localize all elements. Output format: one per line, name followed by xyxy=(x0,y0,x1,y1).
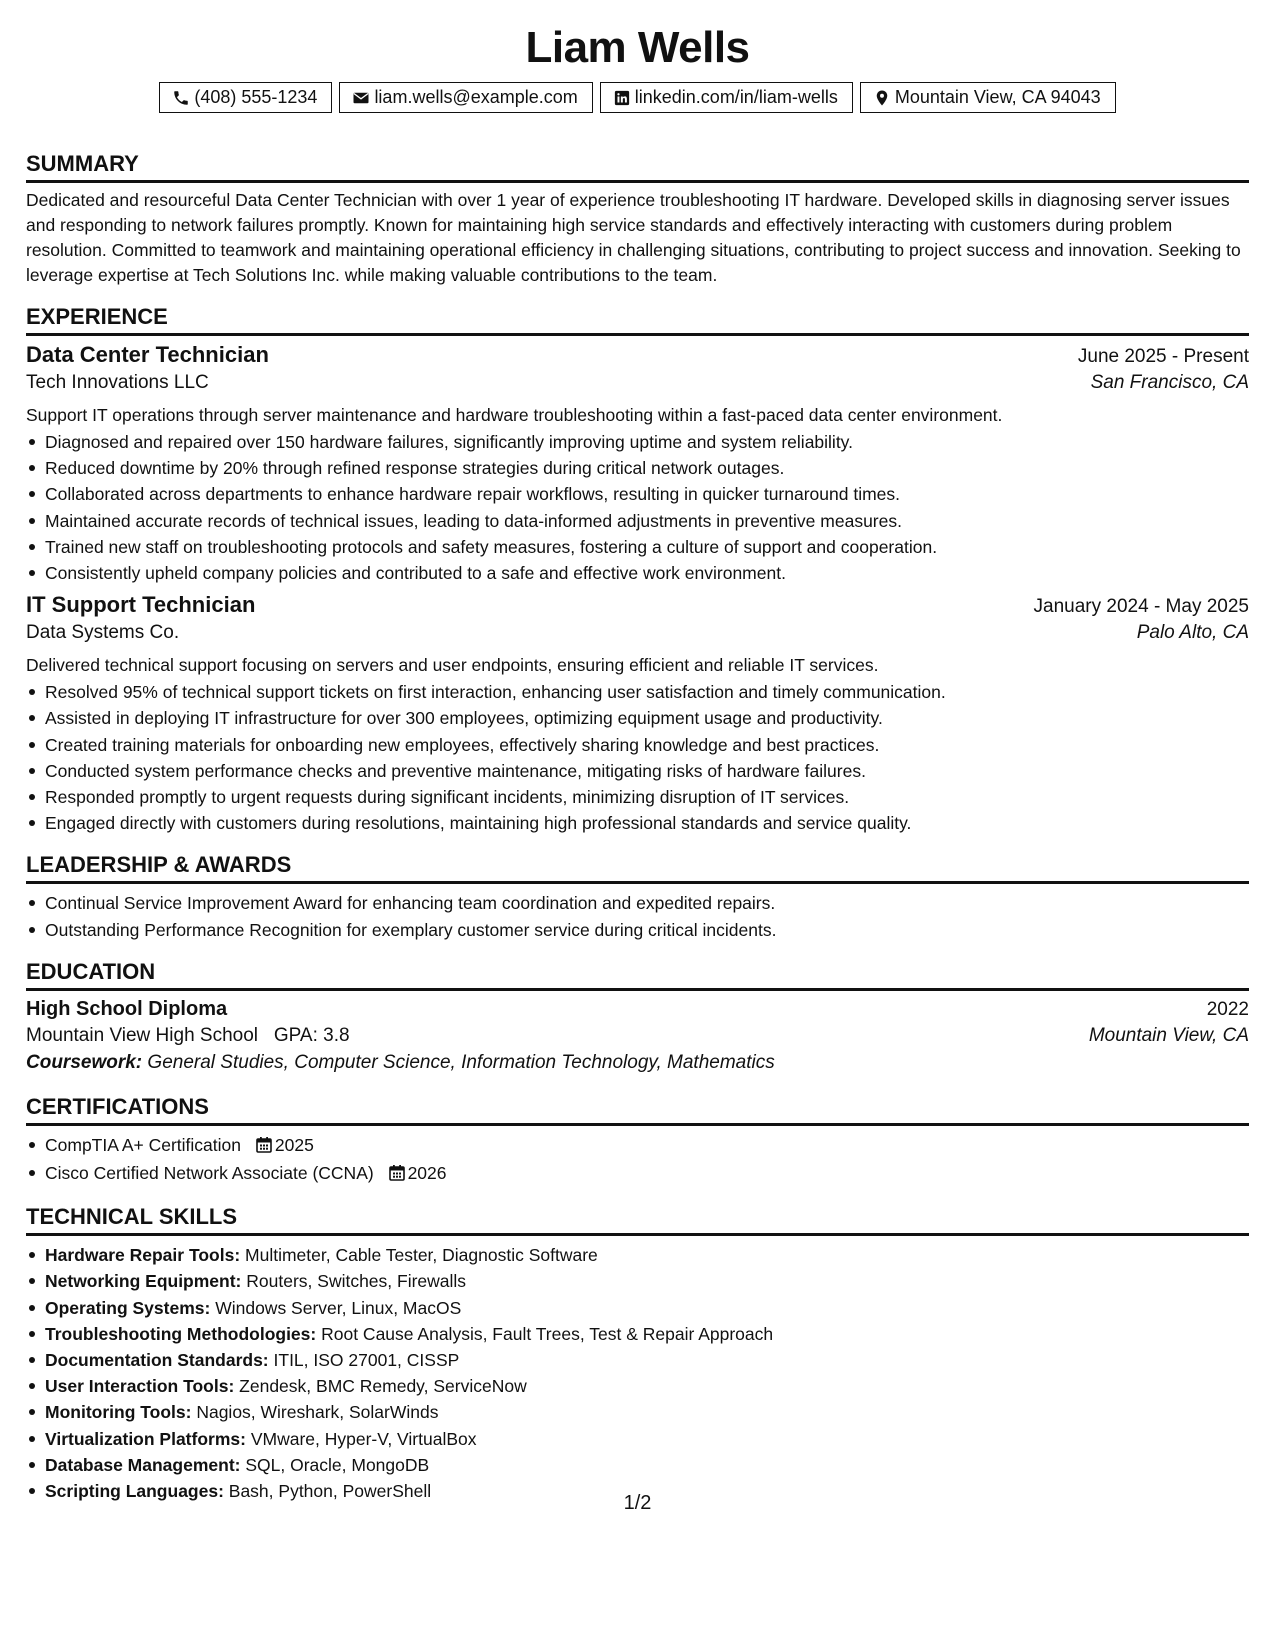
summary-text: Dedicated and resourceful Data Center Technician with over 1 year of experience troubleshooting IT hardware. Developed skills in diagnosing server issues and responding to network failures promptly. Known for maintaining high service standards and effectively interacting with customers during problem resolution. Committed to teamwork and maintaining operational efficiency in challenging situations, contributing to project success and innovation. Seeking to leverage expertise at Tech Solutions Inc. while making valuable contributions to the team. xyxy=(26,190,1241,285)
section-divider xyxy=(26,881,1249,884)
contact-bar xyxy=(26,82,1249,113)
job-company: Tech Innovations LLC xyxy=(26,372,209,393)
school-location: Mountain View, CA xyxy=(1088,1024,1249,1046)
linkedin-icon xyxy=(613,89,631,107)
skill-value: Bash, Python, PowerShell xyxy=(228,1481,432,1502)
certification-year: 2026 xyxy=(407,1163,447,1184)
job-header xyxy=(26,342,1249,368)
summary-section xyxy=(26,149,1249,288)
skill-item xyxy=(45,1242,1249,1268)
education-header xyxy=(26,998,1249,1021)
section-divider xyxy=(26,333,1249,336)
skill-label: Scripting Languages: xyxy=(45,1481,224,1502)
email-text: liam.wells@example.com xyxy=(374,87,578,107)
job-description: Delivered technical support focusing on servers and user endpoints, ensuring efficient and reliable IT services. xyxy=(26,655,879,676)
section-divider xyxy=(26,1123,1249,1126)
job-dates: January 2024 - May 2025 xyxy=(1033,596,1249,618)
skill-value: Windows Server, Linux, MacOS xyxy=(215,1297,462,1318)
job-subheader xyxy=(26,372,1249,394)
list-item: Resolved 95% of technical support tickets on first interaction, enhancing user satisfaction and timely communication. xyxy=(45,679,1249,705)
skill-label: Monitoring Tools: xyxy=(45,1402,192,1423)
skill-label: Database Management: xyxy=(45,1454,241,1475)
list-item: Consistently upheld company policies and contributed to a safe and effective work environment. xyxy=(45,560,1249,586)
skill-item xyxy=(45,1295,1249,1321)
skill-label: Hardware Repair Tools: xyxy=(45,1245,241,1266)
section-title: TECHNICAL SKILLS xyxy=(26,1204,238,1230)
certification-year: 2025 xyxy=(274,1134,314,1155)
skills-list xyxy=(26,1242,1249,1504)
coursework-line xyxy=(26,1052,1249,1074)
list-item: Conducted system performance checks and preventive maintenance, mitigating risks of hardware failures. xyxy=(45,758,1249,784)
job-title: IT Support Technician xyxy=(26,592,256,618)
section-divider xyxy=(26,1233,1249,1236)
section-title: EDUCATION xyxy=(26,958,156,984)
certification-name: CompTIA A+ Certification xyxy=(45,1134,241,1155)
certification-name: Cisco Certified Network Associate (CCNA) xyxy=(45,1163,374,1184)
job-location: San Francisco, CA xyxy=(1090,372,1249,393)
experience-section xyxy=(26,302,1249,836)
skill-value: SQL, Oracle, MongoDB xyxy=(245,1454,430,1475)
phone-text: (408) 555-1234 xyxy=(194,87,318,107)
calendar-icon xyxy=(389,1162,405,1188)
certifications-list xyxy=(26,1132,1249,1188)
job-bullets xyxy=(26,679,1249,836)
candidate-name: Liam Wells xyxy=(525,23,750,72)
coursework-text: General Studies, Computer Science, Information Technology, Mathematics xyxy=(147,1051,775,1073)
coursework-label: Coursework: xyxy=(26,1051,143,1073)
job-title: Data Center Technician xyxy=(26,342,269,367)
location-text: Mountain View, CA 94043 xyxy=(894,87,1101,107)
skill-label: User Interaction Tools: xyxy=(45,1376,235,1397)
skill-item xyxy=(45,1347,1249,1373)
list-item: Outstanding Performance Recognition for exemplary customer service during critical incidents. xyxy=(45,917,1249,943)
section-title: SUMMARY xyxy=(26,151,139,176)
list-item: Maintained accurate records of technical issues, leading to data-informed adjustments in preventive measures. xyxy=(45,508,1249,534)
list-item: Diagnosed and repaired over 150 hardware failures, significantly improving uptime and system reliability. xyxy=(45,429,1249,455)
job-description: Support IT operations through server maintenance and hardware troubleshooting within a fast-paced data center environment. xyxy=(26,405,1003,425)
list-item xyxy=(45,1160,1249,1188)
skill-value: VMware, Hyper-V, VirtualBox xyxy=(250,1428,477,1449)
skill-value: Root Cause Analysis, Fault Trees, Test & Repair Approach xyxy=(321,1323,774,1344)
list-item: Responded promptly to urgent requests during significant incidents, minimizing disruption of IT services. xyxy=(45,784,1249,810)
job-header xyxy=(26,592,1249,618)
degree-title: High School Diploma xyxy=(26,997,228,1020)
calendar-icon xyxy=(256,1134,272,1160)
skill-item xyxy=(45,1268,1249,1294)
school-line xyxy=(26,1025,350,1047)
section-divider xyxy=(26,180,1249,183)
education-subheader xyxy=(26,1025,1249,1047)
list-item: Trained new staff on troubleshooting protocols and safety measures, fostering a culture of support and cooperation. xyxy=(45,534,1249,560)
certifications-section xyxy=(26,1092,1249,1188)
contact-email[interactable] xyxy=(339,82,592,113)
gpa: GPA: 3.8 xyxy=(273,1024,350,1046)
job-bullets xyxy=(26,429,1249,586)
education-section xyxy=(26,957,1249,1074)
skill-value: Zendesk, BMC Remedy, ServiceNow xyxy=(239,1376,527,1397)
envelope-icon xyxy=(352,89,370,107)
list-item: Reduced downtime by 20% through refined response strategies during critical network outages. xyxy=(45,455,1249,481)
skill-value: Multimeter, Cable Tester, Diagnostic Software xyxy=(245,1245,598,1266)
awards-list xyxy=(26,890,1249,942)
awards-section xyxy=(26,850,1249,942)
job-entry xyxy=(26,342,1249,586)
job-dates: June 2025 - Present xyxy=(1077,346,1249,367)
school-name: Mountain View High School xyxy=(26,1024,259,1046)
list-item xyxy=(45,1132,1249,1160)
linkedin-text: linkedin.com/in/liam-wells xyxy=(634,87,838,107)
contact-phone[interactable] xyxy=(159,82,332,113)
skill-item xyxy=(45,1373,1249,1399)
job-subheader xyxy=(26,622,1249,644)
skill-label: Virtualization Platforms: xyxy=(45,1428,246,1449)
contact-linkedin[interactable] xyxy=(600,82,853,113)
map-pin-icon xyxy=(873,89,891,107)
skill-label: Networking Equipment: xyxy=(45,1271,242,1292)
skill-label: Troubleshooting Methodologies: xyxy=(45,1323,317,1344)
phone-icon xyxy=(172,89,190,107)
skill-value: ITIL, ISO 27001, CISSP xyxy=(273,1350,460,1371)
skill-item xyxy=(45,1452,1249,1478)
skill-label: Operating Systems: xyxy=(45,1297,211,1318)
section-title: EXPERIENCE xyxy=(26,304,168,329)
section-divider xyxy=(26,988,1249,991)
skill-item xyxy=(45,1399,1249,1425)
skill-item xyxy=(45,1426,1249,1452)
graduation-year: 2022 xyxy=(1206,998,1249,1020)
list-item: Created training materials for onboarding new employees, effectively sharing knowledge and best practices. xyxy=(45,732,1249,758)
job-entry xyxy=(26,592,1249,836)
list-item: Collaborated across departments to enhance hardware repair workflows, resulting in quicker turnaround times. xyxy=(45,481,1249,507)
job-company: Data Systems Co. xyxy=(26,622,180,644)
skill-label: Documentation Standards: xyxy=(45,1350,269,1371)
job-location: Palo Alto, CA xyxy=(1136,622,1249,644)
section-title: LEADERSHIP & AWARDS xyxy=(26,852,292,878)
contact-location xyxy=(860,82,1116,113)
skills-section xyxy=(26,1202,1249,1504)
list-item: Assisted in deploying IT infrastructure for over 300 employees, optimizing equipment usage and productivity. xyxy=(45,705,1249,731)
skill-value: Routers, Switches, Firewalls xyxy=(246,1271,467,1292)
skill-item xyxy=(45,1321,1249,1347)
list-item: Continual Service Improvement Award for enhancing team coordination and expedited repairs. xyxy=(45,890,1249,916)
skill-value: Nagios, Wireshark, SolarWinds xyxy=(196,1402,439,1423)
section-title: CERTIFICATIONS xyxy=(26,1093,209,1119)
page-number: 1/2 xyxy=(623,1492,652,1514)
list-item: Engaged directly with customers during resolutions, maintaining high professional standards and service quality. xyxy=(45,810,1249,836)
